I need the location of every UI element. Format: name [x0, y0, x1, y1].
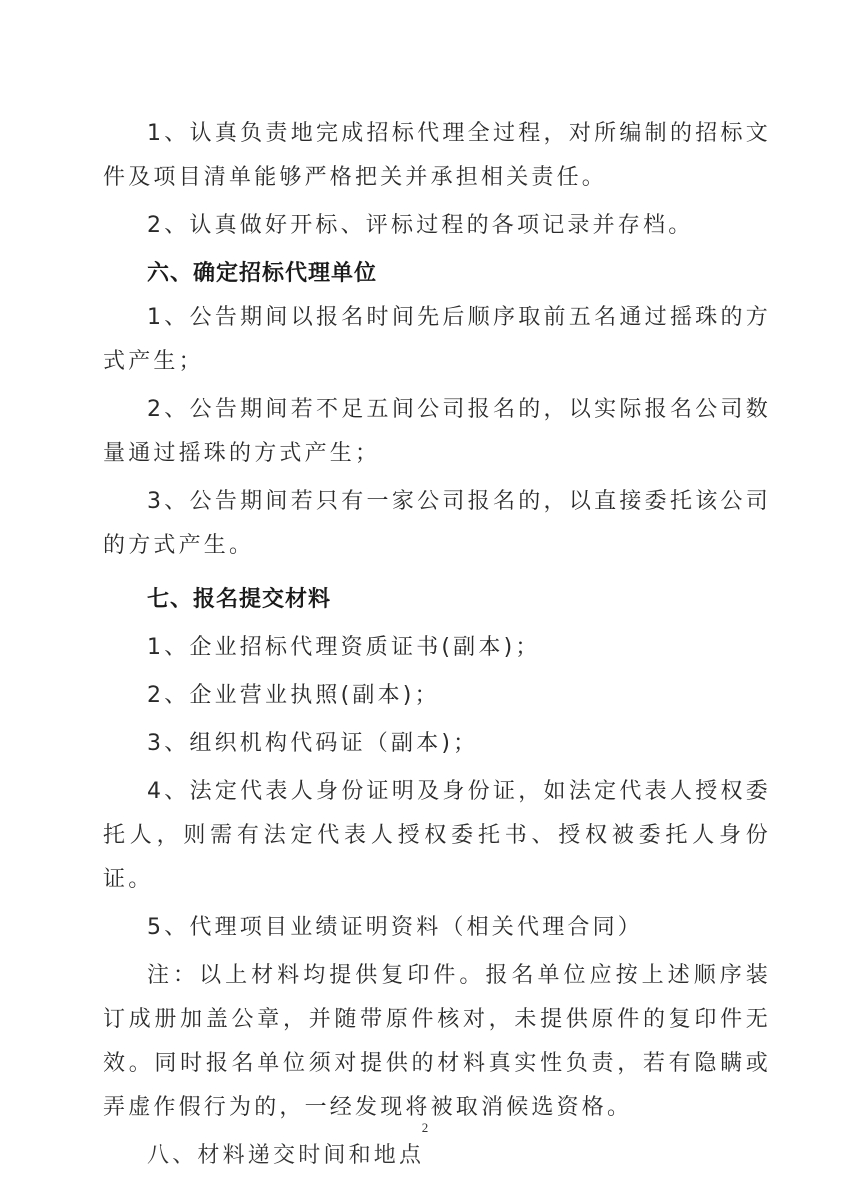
paragraph-duty-1: 1、认真负责地完成招标代理全过程，对所编制的招标文件及项目清单能够严格把关并承担相关责任。 — [103, 121, 771, 190]
section-heading-6: 六、确定招标代理单位 — [147, 261, 378, 286]
paragraph-select-1: 1、公告期间以报名时间先后顺序取前五名通过摇珠的方式产生； — [103, 305, 771, 374]
paragraph-select-3: 3、公告期间若只有一家公司报名的，以直接委托该公司的方式产生。 — [103, 489, 771, 558]
paragraph-material-4: 4、法定代表人身份证明及身份证，如法定代表人授权委托人，则需有法定代表人授权委托书、授权被委托人身份证。 — [103, 779, 771, 892]
document-page — [103, 112, 771, 1178]
page-number: 2 — [421, 1120, 429, 1135]
paragraph-note: 注：以上材料均提供复印件。报名单位应按上述顺序装订成册加盖公章，并随带原件核对，未提供原件的复印件无效。同时报名单位须对提供的材料真实性负责，若有隐瞒或弄虚作假行为的，一经发现将被取消候选资格。 — [103, 963, 771, 1120]
paragraph-material-5: 5、代理项目业绩证明资料（相关代理合同） — [147, 915, 643, 940]
paragraph-duty-2: 2、认真做好开标、评标过程的各项记录并存档。 — [147, 213, 694, 238]
paragraph-material-3: 3、组织机构代码证（副本)； — [147, 731, 479, 756]
paragraph-select-2: 2、公告期间若不足五间公司报名的，以实际报名公司数量通过摇珠的方式产生； — [103, 397, 771, 466]
section-heading-8: 八、材料递交时间和地点 — [147, 1143, 425, 1168]
paragraph-material-2: 2、企业营业执照(副本)； — [147, 683, 440, 708]
section-heading-7: 七、报名提交材料 — [147, 587, 332, 612]
paragraph-material-1: 1、企业招标代理资质证书(副本)； — [147, 635, 541, 660]
